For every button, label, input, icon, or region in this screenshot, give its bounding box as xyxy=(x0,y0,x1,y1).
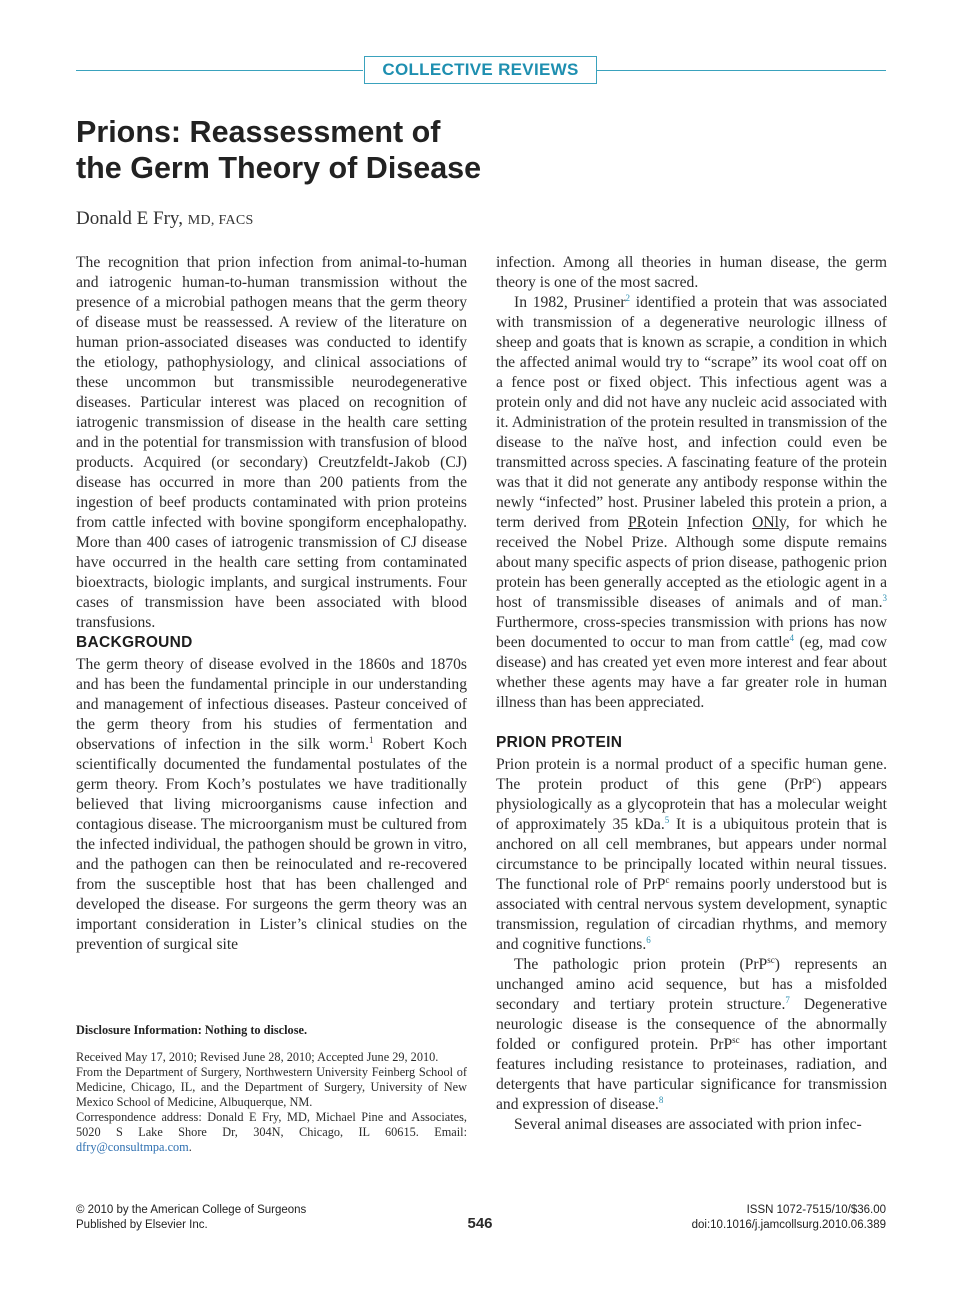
text-run: (eg, mad cow disease) and has created yet even more interest and fear about whether these agents may have a far greater role in human illness than has been appreciated. xyxy=(496,634,887,711)
footer-left xyxy=(76,1203,306,1233)
reference-6[interactable]: 6 xyxy=(646,934,651,945)
text-run: Furthermore, cross-species transmission with prions has now been documented to occur to man from cattle xyxy=(496,614,887,651)
article-title xyxy=(76,114,576,186)
title-line-2: the Germ Theory of Disease xyxy=(76,151,482,185)
text-run: The germ theory of disease evolved in the 1860s and 1870s and has been the fundamental principle in our understanding and management of infectious diseases. Pasteur conceived of the germ theory from his studies of fermentation and observations of infection in the silk worm. xyxy=(76,656,467,753)
reference-4[interactable]: 4 xyxy=(789,632,795,643)
heading-background: BACKGROUND xyxy=(76,634,193,651)
footer-right xyxy=(692,1203,886,1233)
background-paragraph-2 xyxy=(496,293,887,713)
superscript-c: c xyxy=(665,874,670,885)
text-run: ) appears physiologically as a glycoprotein that has a molecular weight of approximately 35 kDa. xyxy=(496,776,887,833)
prion-paragraph-3: Several animal diseases are associated with prion infec- xyxy=(514,1116,862,1133)
text-run: nfection xyxy=(692,514,753,531)
article-history xyxy=(76,1050,467,1155)
text-run: y, for which he received the Nobel Prize. Although some dispute remains about many specific aspects of prion disease, pathogenic prion protein has been generally accepted as the etiologic agent in a host of transmissible diseases of animals and of man. xyxy=(496,514,887,611)
reference-2[interactable]: 2 xyxy=(625,292,631,303)
left-column xyxy=(76,253,467,955)
text-run: has other important features including resistance to proteinases, radiation, and detergents that have particular significance for transmission and expression of disease. xyxy=(496,1036,887,1113)
text-run: remains poorly understood but is associated with central nervous system development, synaptic transmission, regulation of circadian rhythms, and memory and cognitive functions. xyxy=(496,876,887,953)
correspondence xyxy=(76,1110,467,1155)
text-run: The pathologic prion protein (PrP xyxy=(514,956,768,973)
header-rule-left xyxy=(76,70,363,71)
abstract: The recognition that prion infection from animal-to-human and iatrogenic human-to-human transmission without the presence of a microbial pathogen means that the germ theory of disease must be reassessed. A review of the literature on human prion-associated diseases was conducted to identify the etiology, pathophysiology, and clinical associations of these uncommon but transmissible neurodegenerative diseases. Particular interest was placed on recognition of iatrogenic transmission of disease in the health care setting and in the potential for transmission with transfusion of blood products. Acquired (or secondary) Creutzfeldt-Jakob (CJ) disease has occurred in more than 200 patients from the ingestion of beef products contaminated with prion proteins from cattle infected with bovine spongiform encephalopathy. More than 400 cases of iatrogenic transmission of CJ disease have occurred in the health care setting from contaminated bioextracts, biologic implants, and surgical instruments. Four cases of transmission have been associated with blood transfusions. xyxy=(76,254,467,631)
superscript-sc: sc xyxy=(732,1034,740,1045)
text-run: In 1982, Prusiner xyxy=(514,294,626,311)
author-line xyxy=(76,208,254,230)
copyright: © 2010 by the American College of Surgeons xyxy=(76,1204,307,1216)
disclosure xyxy=(76,1023,467,1038)
page-number: 546 xyxy=(467,1215,493,1232)
underlined-text: PR xyxy=(627,514,648,531)
reference-7[interactable]: 7 xyxy=(785,994,790,1005)
prion-paragraph-1 xyxy=(496,755,887,955)
email-link[interactable]: dfry@consultmpa.com xyxy=(76,1140,189,1154)
reference-5[interactable]: 5 xyxy=(664,814,670,825)
underlined-text: I xyxy=(687,514,693,531)
issn: ISSN 1072-7515/10/$36.00 xyxy=(746,1204,886,1216)
background-paragraph-1 xyxy=(76,655,467,955)
publisher: Published by Elsevier Inc. xyxy=(76,1219,208,1231)
text-run: Robert Koch scientifically documented the fundamental postulates of the germ theory. From Koch’s postulates we have traditionally believed that living microorganisms cause infection and contagious disease. The microorganism must be cultured from the infected individual, the pathogen should be grown in vitro, and the pathogen can then be reinoculated and re-recovered from the susceptible host that has been challenged and developed the disease. For surgeons the germ theory was an important consideration in Lister’s clinical studies on the prevention of surgical site xyxy=(76,736,467,953)
author-degrees: MD, FACS xyxy=(187,213,254,228)
disclosure-text: Disclosure Information: Nothing to disclose. xyxy=(76,1023,308,1037)
header-rule-right xyxy=(597,70,886,71)
text-run: Degenerative neurologic disease is the consequence of the abnormally folded or configured protein. PrP xyxy=(496,996,888,1053)
heading-prion-protein: PRION PROTEIN xyxy=(496,734,623,751)
section-label: COLLECTIVE REVIEWS xyxy=(364,56,597,84)
background-paragraph-1-continued: infection. Among all theories in human disease, the germ theory is one of the most sacred. xyxy=(496,254,887,291)
affiliation: From the Department of Surgery, Northwestern University Feinberg School of Medicine, Chicago, IL, and the Department of Surgery, University of New Mexico School of Medicine, Albuquerque, NM. xyxy=(76,1065,467,1109)
text-run: Prion protein is a normal product of a specific human gene. The protein product of this gene (PrP xyxy=(496,756,887,793)
reference-3[interactable]: 3 xyxy=(882,592,887,603)
text-run: identified a protein that was associated with transmission of a degenerative neurologic illness of sheep and goats that is known as scrapie, a condition in which the affected animal would try to “scrape” its wool coat off on a fence post or fixed object. This infectious agent was a protein only and did not have any nucleic acid associated with it. Administration of the protein resulted in transmission of the disease to the naïve host, and infection could even be transmitted across species. A fascinating feature of the protein was that it did not generate any antibody response within the newly “infected” host. Prusiner labeled this protein a prion, a term derived from xyxy=(496,294,887,531)
text-run: otein xyxy=(647,514,688,531)
superscript-c: c xyxy=(812,774,817,785)
prion-paragraph-2 xyxy=(496,955,887,1115)
text-run: ) represents an unchanged amino acid sequence, but has a misfolded secondary and tertiary protein structure. xyxy=(496,956,888,1013)
reference-1[interactable]: 1 xyxy=(369,734,374,745)
doi[interactable]: doi:10.1016/j.jamcollsurg.2010.06.389 xyxy=(691,1219,886,1231)
superscript-sc: sc xyxy=(767,954,775,965)
right-column xyxy=(496,253,887,1135)
text-run: It is a ubiquitous protein that is anchored on all cell membranes, but appears under normal circumstance to be principally located within neural tissues. The functional role of PrP xyxy=(496,816,888,893)
text-run: . xyxy=(188,1140,192,1154)
underlined-text: ONl xyxy=(752,514,779,531)
correspondence-text: Correspondence address: Donald E Fry, MD, Michael Pine and Associates, 5020 S Lake Shore Dr, 304N, Chicago, IL 60615. Email: xyxy=(76,1110,467,1139)
author-name: Donald E Fry, xyxy=(76,208,188,229)
reference-8[interactable]: 8 xyxy=(658,1094,664,1105)
title-line-1: Prions: Reassessment of xyxy=(76,115,441,149)
received-dates: Received May 17, 2010; Revised June 28, 2010; Accepted June 29, 2010. xyxy=(76,1050,439,1064)
